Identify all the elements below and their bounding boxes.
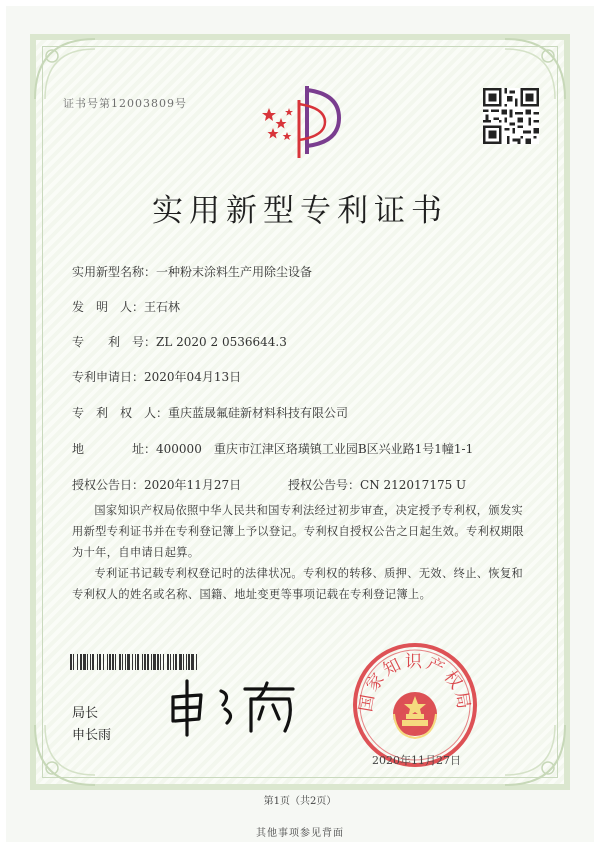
field-label: 授权公告号：: [288, 478, 361, 492]
official-seal-icon: [350, 640, 480, 770]
field-value: CN 212017175 U: [360, 478, 467, 492]
field-address: [72, 440, 473, 457]
legal-paragraph: 国家知识产权局依照中华人民共和国专利法经过初步审查，决定授予专利权，颁发实用新型专利证书并在专利登记簿上予以登记。专利权自授权公告之日起生效。专利权期限为十年，自申请日起算。: [72, 504, 524, 559]
seal-date: 2020年11月27日: [372, 754, 461, 767]
field-label: 专利申请日：: [72, 370, 145, 384]
qr-code-icon: [483, 88, 539, 144]
field-utility-model-name: [72, 263, 312, 280]
cnipa-logo-icon: [255, 80, 345, 170]
field-value: 400000 重庆市江津区珞璜镇工业园B区兴业路1号1幢1-1: [156, 442, 474, 456]
svg-text:国家知识产权局: 国家知识产权局: [356, 652, 474, 714]
director-signature-icon: [165, 675, 300, 737]
field-label: 发 明 人：: [72, 300, 145, 314]
field-inventor: [72, 298, 180, 315]
field-grant-date: [72, 476, 241, 493]
field-application-date: [72, 368, 241, 385]
field-value: 2020年04月13日: [144, 370, 242, 384]
director-name: 申长雨: [72, 728, 112, 743]
field-value: 2020年11月27日: [144, 478, 242, 492]
barcode-icon: [70, 654, 312, 670]
certificate-number: 证书号第12003809号: [63, 97, 187, 110]
director-title: 局长: [72, 706, 99, 721]
page-number: 第1页（共2页）: [263, 796, 337, 807]
field-grant-number: [288, 476, 466, 493]
field-value: 王石林: [144, 300, 181, 314]
field-value: 一种粉末涂料生产用除尘设备: [156, 265, 313, 279]
field-label: 实用新型名称：: [72, 265, 157, 279]
field-patentee: [72, 404, 348, 421]
legal-paragraph: 专利证书记载专利权登记时的法律状况。专利权的转移、质押、无效、终止、恢复和专利权人的姓名或名称、国籍、地址变更等事项记载在专利登记簿上。: [72, 567, 524, 601]
field-label: 地 址：: [72, 442, 157, 456]
certificate-title: 实用新型专利证书: [152, 193, 448, 229]
field-label: 专 利 权 人：: [72, 406, 169, 420]
field-label: 授权公告日：: [72, 478, 145, 492]
field-patent-number: [72, 333, 287, 350]
field-label: 专 利 号：: [72, 335, 157, 349]
corner-ornament-icon: [500, 720, 570, 790]
footer-note: 其他事项参见背面: [256, 828, 344, 839]
corner-ornament-icon: [30, 34, 100, 104]
field-value: ZL 2020 2 0536644.3: [156, 335, 287, 349]
field-value: 重庆蓝晟氟硅新材料科技有限公司: [168, 406, 349, 420]
